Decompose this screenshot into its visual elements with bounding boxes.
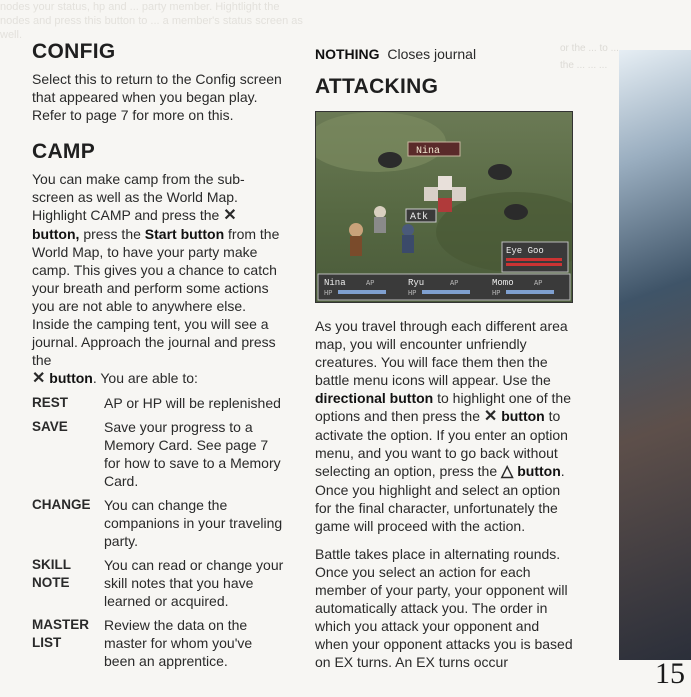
right-column xyxy=(315,45,573,671)
svg-text:HP: HP xyxy=(324,290,333,298)
battle-scene xyxy=(316,112,572,302)
left-column xyxy=(32,40,284,670)
bleed-through-text: nodes your status, hp and ... party member. Hightlight the nodes and press this button to ... a member's status screen as well. xyxy=(0,1,303,41)
config-heading: CONFIG xyxy=(32,40,116,63)
battle-screenshot xyxy=(315,111,573,303)
camp-heading: CAMP xyxy=(32,140,96,163)
list-item: CHANGE You can change the companions in your traveling party. xyxy=(32,497,283,549)
attacking-heading: ATTACKING xyxy=(315,75,439,98)
page-number: 15 xyxy=(655,657,685,690)
svg-text:HP: HP xyxy=(492,290,501,298)
party-sprites xyxy=(349,206,414,256)
svg-text:AP: AP xyxy=(534,280,543,288)
attacking-para-1: As you travel through each different area map, you will encounter unfriendly creatures. You will face them then the battle menu icons will appear. Use the directional button to highlight one of the options and then press the ✕ button to activate the option. If you enter an option menu, and you want to go back without selecting an option, press the △ button. Once you highlight and select an option for the final character, unfortunately the game will proceed with the action. xyxy=(315,318,571,534)
bleed-through-text-right: or the ... to ... the ... ... ... xyxy=(560,43,619,71)
list-item: SAVE Save your progress to a Memory Card. See page 7 for how to save to a Memory Card. xyxy=(32,419,281,489)
config-body: Select this to return to the Config screen that appeared when you began play. Refer to page 7 for more on this. xyxy=(32,71,282,123)
enemy-slime xyxy=(378,152,402,168)
svg-text:AP: AP xyxy=(450,280,459,288)
enemy-slime xyxy=(504,204,528,220)
list-item: REST AP or HP will be replenished xyxy=(32,395,281,411)
command-label: Atk xyxy=(410,212,429,223)
list-item: SKILL NOTE You can read or change your skill notes that you have learned or acquired. xyxy=(32,557,284,609)
enemy-label: Eye Goo xyxy=(506,246,544,256)
camp-action-list xyxy=(32,394,284,670)
nothing-item: NOTHING Closes journal xyxy=(315,46,477,62)
svg-text:HP: HP xyxy=(408,290,417,298)
attacking-para-2: Battle takes place in alternating rounds. Once you select an action for each member of your party, your opponent will automatically attack you. The order in which you attack your opponent and when your opponent attacks you is based on EX turns. An EX turns occur xyxy=(315,546,573,670)
x-button-icon: ✕ xyxy=(483,408,498,425)
triangle-button-icon: △ xyxy=(501,463,514,480)
svg-text:Nina: Nina xyxy=(324,278,346,288)
svg-text:Momo: Momo xyxy=(492,278,514,288)
svg-text:Ryu: Ryu xyxy=(408,278,425,288)
character-artwork xyxy=(619,50,691,660)
x-button-icon: ✕ xyxy=(32,370,46,387)
party-status-bar xyxy=(318,274,570,300)
x-button-icon: ✕ xyxy=(223,207,237,224)
target-label: Nina xyxy=(416,146,441,157)
svg-text:AP: AP xyxy=(366,280,375,288)
camp-intro: You can make camp from the sub-screen as well as the World Map. Highlight CAMP and press the ✕ button, press the Start button from the World Map, to have your party make camp. This gives you a chance to catch your breath and perform some actions you are not able to anywhere else. Inside the camping tent, you will see a journal. Approach the journal and press the ✕ button. You are able to: xyxy=(32,171,280,387)
enemy-slime xyxy=(488,164,512,180)
list-item: MASTER LIST Review the data on the master for whom you've been an apprentice. xyxy=(32,617,253,669)
